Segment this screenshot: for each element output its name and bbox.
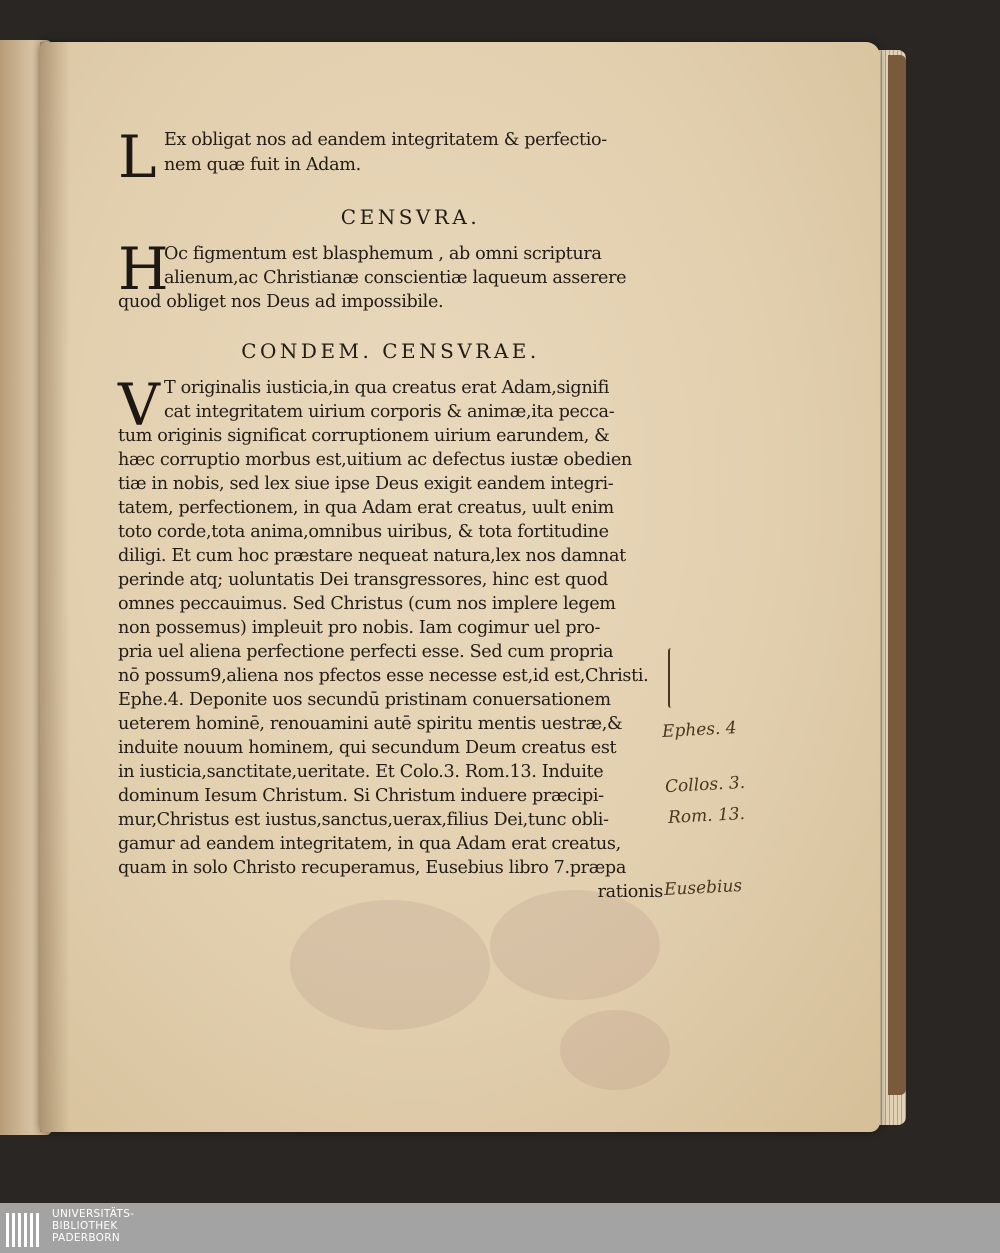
text-line: quam in solo Christo recuperamus, Eusebius libro 7.præpa	[118, 858, 626, 878]
marginal-note-rom: Rom. 13.	[667, 803, 746, 829]
text-line: tiæ in nobis, sed lex siue ipse Deus exigit eandem integri-	[118, 474, 614, 494]
text-line: Oc figmentum est blasphemum , ab omni scriptura	[164, 244, 602, 264]
binding-edge	[888, 55, 906, 1095]
heading-condem-censurae: CONDEM. CENSVRAE.	[241, 339, 540, 363]
text-line: gamur ad eandem integritatem, in qua Adam erat creatus,	[118, 834, 621, 854]
drop-capital: L	[118, 123, 157, 191]
text-line: diligi. Et cum hoc præstare nequeat natura,lex nos damnat	[118, 546, 626, 566]
text-line: toto corde,tota anima,omnibus uiribus, & tota fortitudine	[118, 522, 609, 542]
text-line: Ex obligat nos ad eandem integritatem & perfectio-	[164, 130, 607, 150]
text-line: dominum Iesum Christum. Si Christum induere præcipi-	[118, 786, 604, 806]
text-line: nō possum9,aliena nos pfectos esse necesse est,id est,Christi.	[118, 666, 649, 686]
marginal-note-eusebius: Eusebius	[663, 875, 743, 901]
catchword: rationis	[597, 882, 663, 902]
text-line: omnes peccauimus. Sed Christus (cum nos implere legem	[118, 594, 616, 614]
text-line: non possemus) impleuit pro nobis. Iam cogimur uel pro-	[118, 618, 601, 638]
heading-censura: CENSVRA.	[340, 205, 481, 229]
marginal-note-collos: Collos. 3.	[664, 772, 746, 798]
margin-bracket	[668, 648, 676, 708]
text-line: alienum,ac Christianæ conscientiæ laqueum asserere	[164, 268, 627, 288]
text-line: induite nouum hominem, qui secundum Deum creatus est	[118, 738, 617, 758]
page-text	[118, 123, 663, 904]
drop-capital: H	[118, 235, 169, 303]
water-stain	[560, 1010, 670, 1090]
text-line: nem quæ fuit in Adam.	[164, 155, 361, 175]
text-line: cat integritatem uirium corporis & animæ,ita pecca-	[164, 402, 615, 422]
water-stain	[490, 890, 660, 1000]
text-line: T originalis iusticia,in qua creatus erat Adam,signifi	[164, 378, 610, 398]
drop-capital: V	[118, 371, 160, 439]
text-line: hæc corruptio morbus est,uitium ac defectus iustæ obedien	[118, 450, 632, 470]
text-line: tatem, perfectionem, in qua Adam erat creatus, uult enim	[118, 498, 614, 518]
condemned-paragraph	[118, 371, 663, 904]
text-line: tum originis significat corruptionem uirium earundem, &	[118, 426, 610, 446]
text-line: pria uel aliena perfectione perfecti esse. Sed cum propria	[118, 642, 614, 662]
censure-paragraph	[118, 235, 663, 314]
library-name-line: PADERBORN	[52, 1232, 120, 1244]
text-line: Ephe.4. Deponite uos secundū pristinam conuersationem	[118, 690, 611, 710]
text-line: quod obliget nos Deus ad impossibile.	[118, 292, 444, 312]
library-footer-bar	[0, 1203, 1000, 1253]
opening-proposition	[118, 123, 663, 191]
text-line: mur,Christus est iustus,sanctus,uerax,filius Dei,tunc obli-	[118, 810, 609, 830]
page-gutter-shadow	[40, 42, 70, 1132]
text-line: ueterem hominē, renouamini autē spiritu mentis uestræ,&	[118, 714, 623, 734]
library-name	[52, 1208, 134, 1244]
text-line: in iusticia,sanctitate,ueritate. Et Colo.3. Rom.13. Induite	[118, 762, 604, 782]
marginal-note-ephes: Ephes. 4	[661, 718, 738, 742]
text-line: perinde atq; uoluntatis Dei transgressores, hinc est quod	[118, 570, 608, 590]
library-name-line: BIBLIOTHEK	[52, 1220, 118, 1232]
library-logo-icon	[2, 1205, 46, 1251]
library-name-line: UNIVERSITÄTS-	[52, 1208, 135, 1220]
water-stain	[290, 900, 490, 1030]
